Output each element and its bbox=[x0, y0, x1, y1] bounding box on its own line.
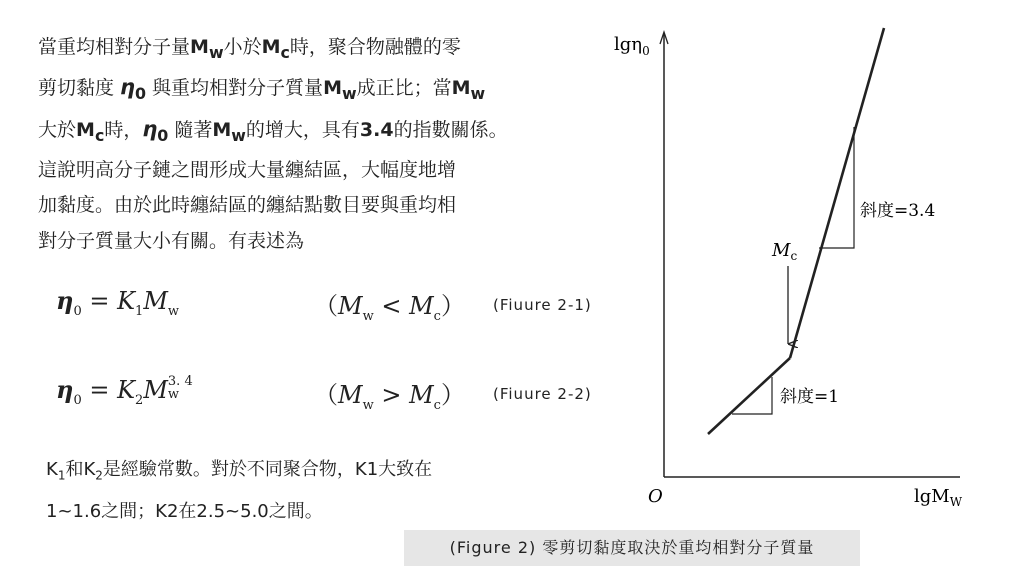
slope-triangle-low bbox=[732, 377, 772, 414]
slope-label-high: 斜度=3.4 bbox=[860, 201, 936, 221]
exponent-value: 3.4 bbox=[359, 118, 394, 141]
subscript: w bbox=[231, 125, 246, 145]
subscript: w bbox=[167, 303, 180, 319]
text-run: 成正比；當 bbox=[356, 77, 452, 100]
eq-eta: η bbox=[56, 375, 74, 404]
text-run: 時， bbox=[104, 118, 143, 141]
eq-eta: η bbox=[56, 286, 74, 315]
subscript: w bbox=[362, 308, 374, 324]
symbol-m: M bbox=[323, 77, 342, 100]
text-run: 隨著 bbox=[168, 118, 213, 141]
x-axis-label: lgM$_W$ bbox=[914, 486, 963, 509]
subscript: c bbox=[433, 397, 441, 413]
cond-m: M bbox=[409, 381, 434, 409]
subscript: c bbox=[280, 42, 290, 62]
subscript: w bbox=[208, 42, 224, 62]
series-line-low bbox=[708, 358, 790, 434]
subscript: 0 bbox=[73, 303, 82, 319]
text-run: 剪切黏度 bbox=[38, 77, 121, 100]
subscript: 1 bbox=[135, 303, 144, 319]
symbol-eta: η bbox=[120, 75, 135, 100]
eq-k: K bbox=[117, 287, 136, 315]
slope-triangle-high bbox=[819, 127, 854, 248]
text-run: 大於 bbox=[38, 118, 77, 141]
origin-label: O bbox=[648, 486, 663, 507]
subscript: w bbox=[167, 386, 180, 402]
mc-annotation-label: $M_c$ bbox=[772, 240, 798, 263]
subscript: w bbox=[362, 397, 374, 413]
eq-equals: = bbox=[81, 376, 118, 404]
symbol-m: M bbox=[190, 36, 209, 58]
sup-sub-stack bbox=[168, 375, 193, 401]
text-run: 和K bbox=[65, 459, 96, 480]
text-run: 是經驗常數。對於不同聚合物，K1大致在 bbox=[102, 459, 433, 480]
subscript: 2 bbox=[95, 468, 103, 483]
text-run: 當重均相對分子量 bbox=[38, 36, 191, 58]
paragraph-line-2 bbox=[38, 70, 598, 111]
text-run: 與重均相對分子質量 bbox=[146, 77, 324, 100]
paragraph-line-6: 對分子質量大小有關。有表述為 bbox=[38, 229, 305, 252]
paragraph-line-3 bbox=[38, 112, 598, 153]
eq-k: K bbox=[117, 376, 136, 404]
subscript: 1 bbox=[57, 468, 66, 483]
note-line-1 bbox=[46, 452, 586, 494]
subscript: c bbox=[94, 125, 105, 145]
symbol-eta: η bbox=[142, 116, 158, 141]
subscript: c bbox=[433, 308, 441, 324]
paren: （ bbox=[314, 381, 338, 409]
slope-label-low: 斜度=1 bbox=[780, 387, 840, 407]
equation-1 bbox=[56, 286, 465, 324]
equation-2-reference: (Fiuure 2-2) bbox=[493, 385, 592, 403]
text-run: 時，聚合物融體的零 bbox=[289, 36, 461, 58]
superscript: 3. 4 bbox=[167, 373, 193, 389]
symbol-m: M bbox=[76, 118, 95, 141]
equation-2-condition bbox=[314, 375, 465, 413]
text-run: 的指數關係。 bbox=[393, 118, 508, 141]
cond-operator: < bbox=[373, 292, 410, 320]
text-run: 的增大，具有 bbox=[245, 118, 360, 141]
subscript: 0 bbox=[157, 125, 169, 145]
cond-operator: > bbox=[373, 381, 410, 409]
text-run: K bbox=[46, 459, 58, 480]
paragraph-line-5: 加黏度。由於此時纏結區的纏結點數目要與重均相 bbox=[38, 194, 457, 217]
subscript: 0 bbox=[135, 84, 147, 104]
eq-m: M bbox=[143, 376, 168, 404]
subscript: 0 bbox=[73, 392, 82, 408]
equation-1-reference: (Fiuure 2-1) bbox=[493, 296, 592, 314]
subscript: 2 bbox=[135, 392, 144, 408]
paren: ） bbox=[440, 292, 465, 320]
symbol-m: M bbox=[212, 118, 232, 141]
y-axis-label: lgη$_0$ bbox=[614, 34, 650, 58]
symbol-m: M bbox=[261, 36, 281, 58]
paren: ） bbox=[440, 381, 465, 409]
main-paragraph bbox=[38, 30, 598, 259]
eq-m: M bbox=[143, 287, 168, 315]
symbol-m: M bbox=[451, 77, 471, 100]
subscript: w bbox=[470, 84, 486, 104]
paragraph-line-4: 這說明高分子鏈之間形成大量纏結區，大幅度地增 bbox=[38, 158, 457, 181]
cond-m: M bbox=[338, 381, 363, 409]
text-run: 小於 bbox=[223, 36, 262, 58]
cond-m: M bbox=[338, 292, 363, 320]
viscosity-chart bbox=[608, 22, 1008, 514]
constants-note bbox=[46, 452, 586, 529]
subscript: w bbox=[341, 84, 357, 104]
equation-1-condition bbox=[314, 286, 465, 324]
eq-equals: = bbox=[81, 287, 118, 315]
paren: （ bbox=[314, 292, 338, 320]
series-line-high bbox=[790, 28, 884, 358]
paragraph-line-1 bbox=[38, 30, 598, 70]
cond-m: M bbox=[409, 292, 434, 320]
equation-2 bbox=[56, 373, 465, 413]
figure-caption: (Figure 2) 零剪切黏度取決於重均相對分子質量 bbox=[404, 530, 860, 566]
note-line-2: 1~1.6之間；K2在2.5~5.0之間。 bbox=[46, 500, 323, 522]
